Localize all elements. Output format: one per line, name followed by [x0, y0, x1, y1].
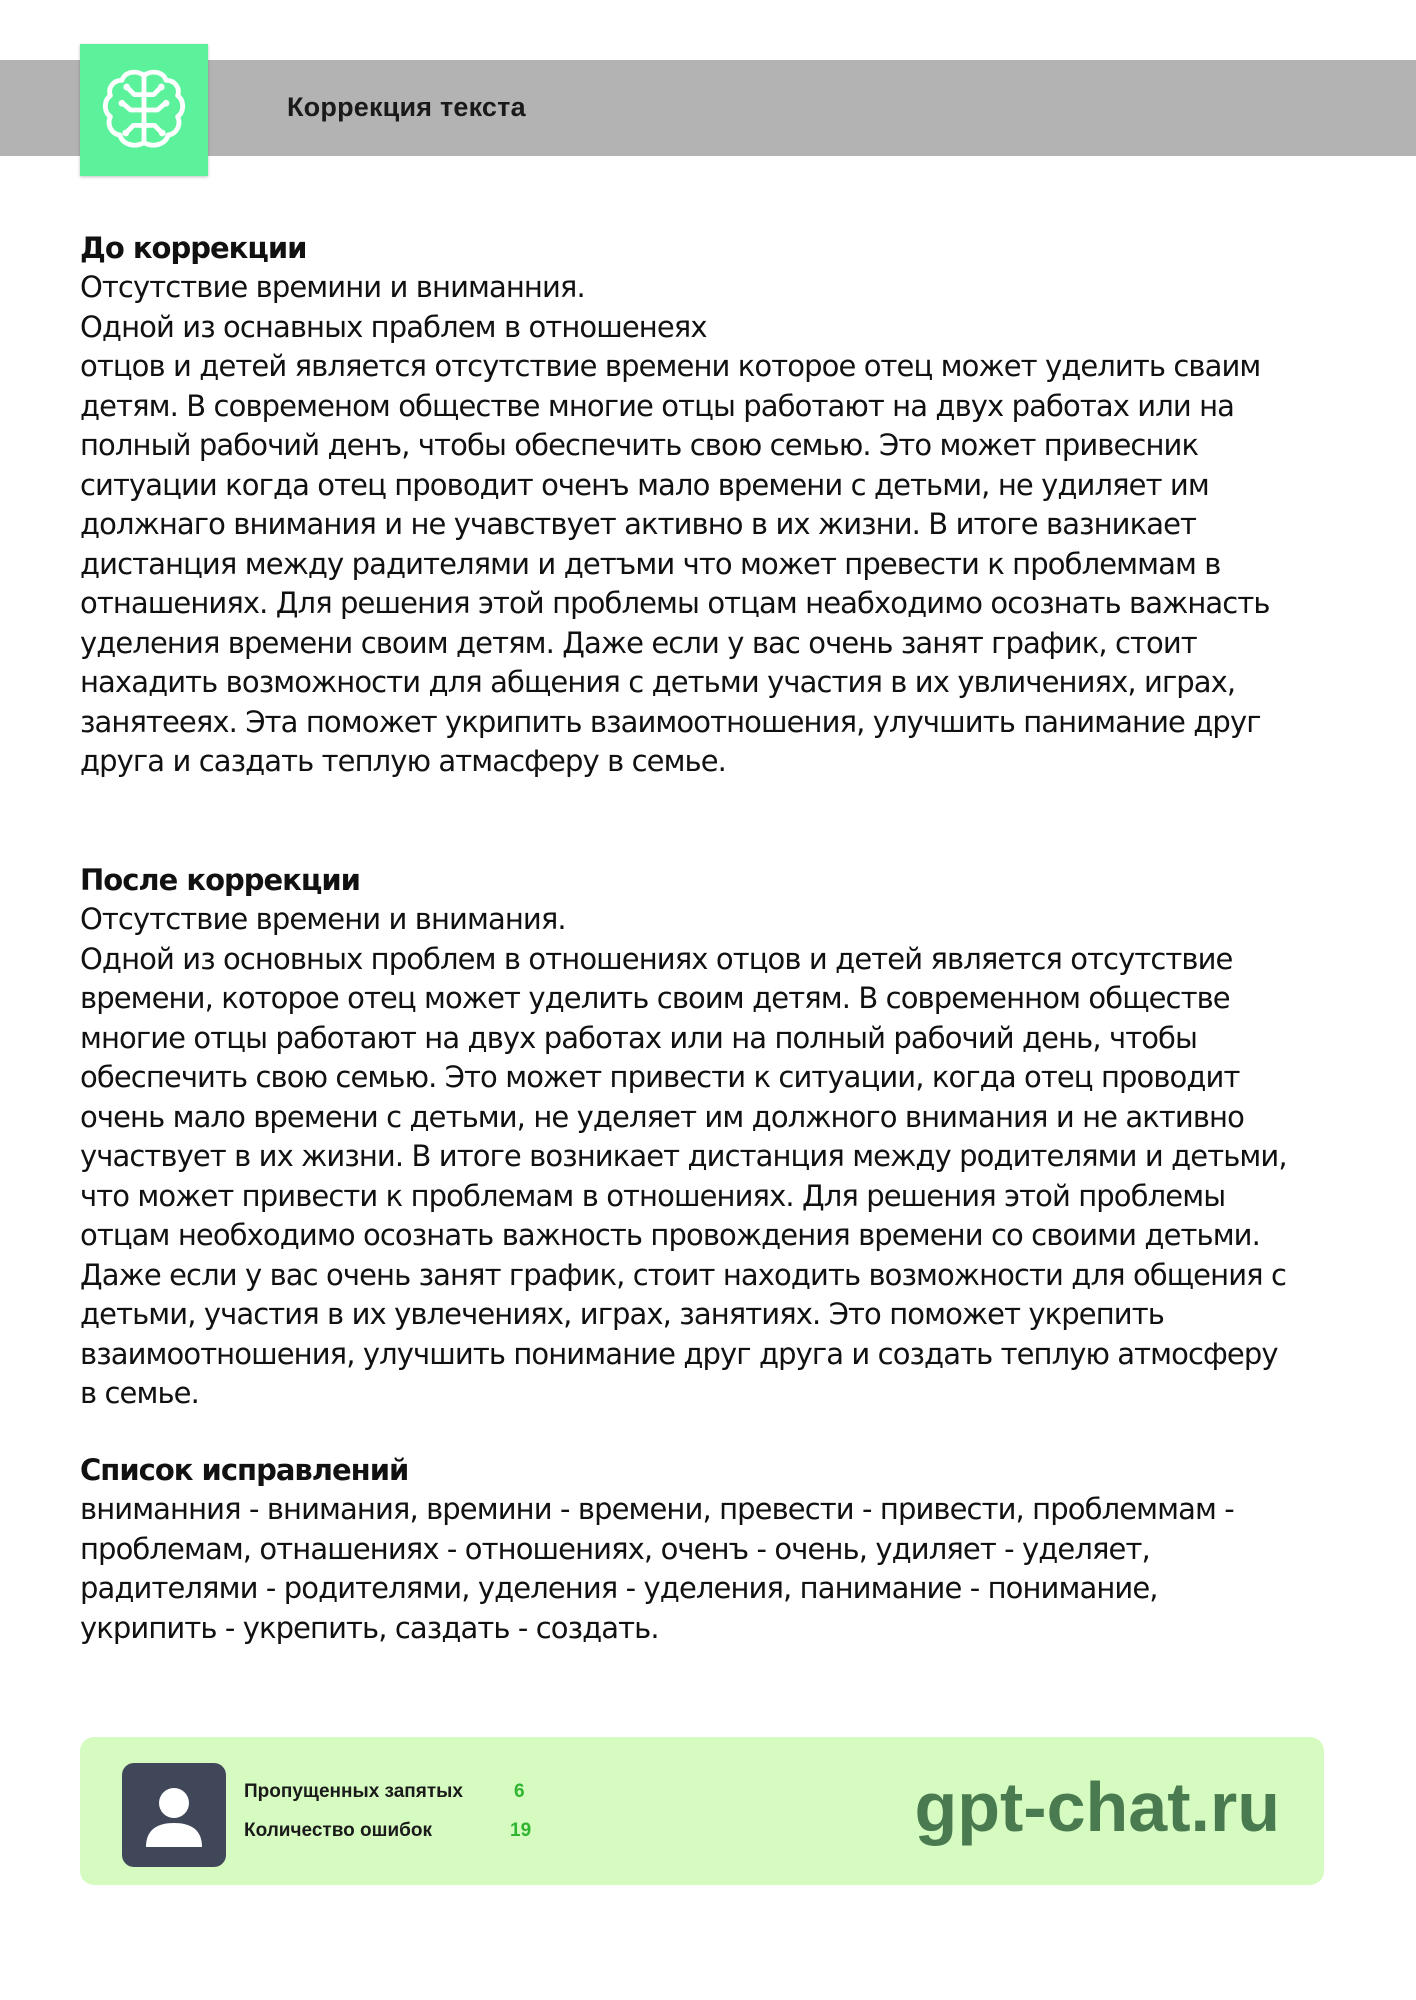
text-line: многие отцы работают на двух работах или на полный рабочий день, чтобы: [80, 1020, 1198, 1055]
text-line: отцов и детей является отсутствие времени которое отец может уделить сваим: [80, 349, 1261, 383]
page-title: Коррекция текста: [287, 92, 526, 122]
before-text: [80, 268, 1340, 782]
before-section: [80, 228, 1340, 782]
fixes-section: [80, 1450, 1340, 1648]
before-heading: До коррекции: [80, 231, 307, 265]
text-line: укрипить - укрепить, саздать - создать.: [80, 1610, 659, 1645]
brain-icon: [96, 62, 192, 158]
after-heading: После коррекции: [80, 863, 360, 897]
errors-count-label: Количество ошибок: [244, 1820, 432, 1841]
text-line: очень мало времени с детьми, не уделяет им должного внимания и не активно: [80, 1099, 1244, 1134]
after-text: [80, 900, 1340, 1414]
stats-footer: [80, 1737, 1324, 1885]
text-line: детьми, участия в их увлечениях, играх, занятиях. Это поможет укрепить: [80, 1297, 1164, 1331]
text-line: времени, которое отец может уделить своим детям. В современном обществе: [80, 981, 1230, 1015]
text-line: что может привести к проблемам в отношениях. Для решения этой проблемы: [80, 1178, 1226, 1213]
fixes-text: [80, 1490, 1340, 1648]
text-line: Одной из основных проблем в отношениях отцов и детей является отсутствие: [80, 941, 1233, 976]
fixes-heading: Список исправлений: [80, 1453, 409, 1487]
text-line: радителями - родителями, уделения - уделения, панимание - понимание,: [80, 1571, 1158, 1605]
text-line: обеспечить свою семью. Это может привести к ситуации, когда отец проводит: [80, 1060, 1240, 1094]
text-line: проблемам, отнашениях - отношениях, оченъ - очень, удиляет - уделяет,: [80, 1531, 1150, 1566]
user-icon: [122, 1763, 226, 1867]
text-line: Отсутствие времини и вниманния.: [80, 270, 585, 304]
text-line: Одной из оснавных праблем в отношенеях: [80, 309, 707, 344]
text-line: нахадить возможности для абщения с детьми участия в их увличениях, играх,: [80, 665, 1236, 699]
text-line: отцам необходимо осознать важность провождения времени со своими детьми.: [80, 1218, 1260, 1252]
header-bar: [0, 60, 1416, 156]
text-line: вниманния - внимания, времини - времени, превести - привести, проблеммам -: [80, 1492, 1234, 1526]
missed-commas-label: Пропущенных запятых: [244, 1781, 463, 1802]
errors-count-value: 19: [510, 1820, 532, 1841]
text-line: уделения времени своим детям. Даже если у вас очень занят график, стоит: [80, 625, 1197, 660]
text-line: взаимоотношения, улучшить понимание друг друга и создать теплую атмосферу: [80, 1336, 1278, 1371]
text-line: Отсутствие времени и внимания.: [80, 902, 566, 936]
text-line: занятееях. Эта поможет укрипить взаимоотношения, улучшить панимание друг: [80, 704, 1261, 739]
avatar: [122, 1763, 226, 1867]
text-line: ситуации когда отец проводит оченъ мало времени с детьми, не удиляет им: [80, 467, 1209, 502]
text-line: должнаго внимания и не учавствует активно в их жизни. В итоге вазникает: [80, 507, 1197, 541]
after-section: [80, 860, 1340, 1414]
text-line: участвует в их жизни. В итоге возникает дистанция между родителями и детьми,: [80, 1139, 1287, 1173]
text-line: дистанция между радителями и детъми что может превести к проблеммам в: [80, 546, 1221, 581]
text-line: детям. В современом обществе многие отцы работают на двух работах или на: [80, 388, 1235, 423]
text-line: Даже если у вас очень занят график, стоит находить возможности для общения с: [80, 1257, 1287, 1292]
text-line: полный рабочий денъ, чтобы обеспечить свою семью. Это может привесник: [80, 428, 1199, 462]
missed-commas-value: 6: [514, 1781, 525, 1802]
logo: [80, 44, 208, 176]
text-line: отнашениях. Для решения этой проблемы отцам неабходимо осознать важнасть: [80, 586, 1270, 620]
text-line: друга и саздать теплую атмасферу в семье.: [80, 744, 727, 778]
brand-name[interactable]: gpt-chat.ru: [914, 1768, 1280, 1846]
text-line: в семье.: [80, 1376, 199, 1410]
